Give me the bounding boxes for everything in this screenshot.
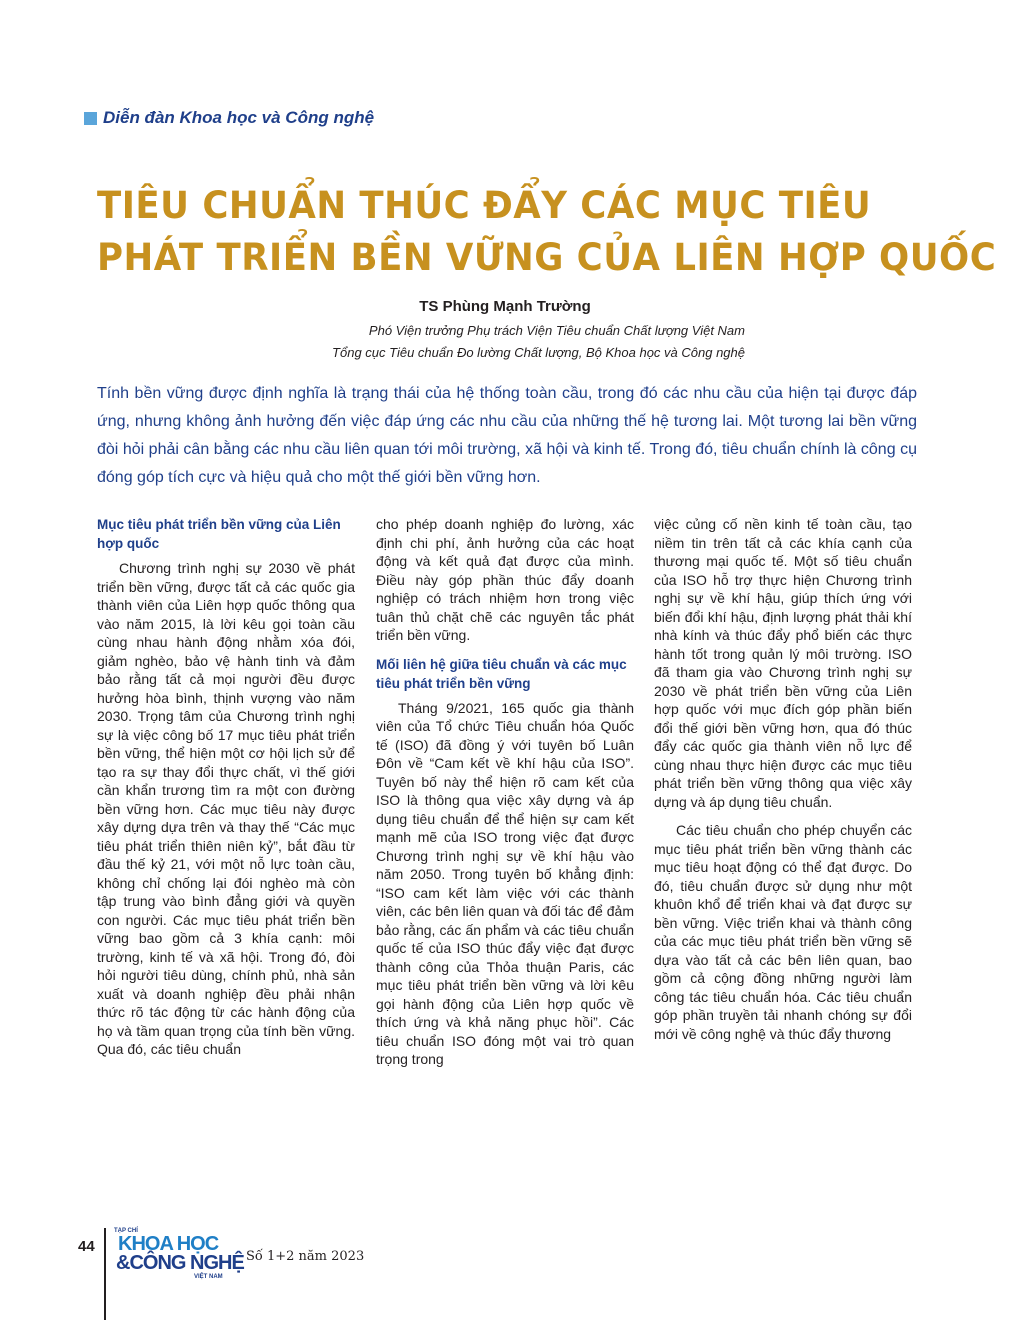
section-square-icon	[84, 112, 97, 125]
logo-line-1: KHOA HỌC	[118, 1233, 219, 1255]
footer-divider	[104, 1228, 106, 1320]
issue-label: Số 1+2 năm 2023	[246, 1249, 365, 1264]
section-tag	[84, 108, 374, 128]
logo-line-2: &CÔNG NGHỆ	[116, 1252, 244, 1274]
title-line-2: PHÁT TRIỂN BỀN VỮNG CỦA LIÊN HỢP QUỐC	[97, 236, 997, 279]
section-label: Diễn đàn Khoa học và Công nghệ	[103, 108, 375, 127]
column-1	[97, 515, 355, 1069]
body-paragraph: Chương trình nghị sự 2030 về phát triển bền vững, được tất cả các quốc gia thành viên của Liên hợp quốc thông qua vào năm 2015, là lời kêu gọi toàn cầu cùng nhau hành động nhằm xóa đói, giảm nghèo, bảo vệ hành tinh và đảm bảo rằng tất cả mọi người đều được hưởng hòa bình, thịnh vượng vào năm 2030. Trọng tâm của Chương trình nghị sự là việc công bố 17 mục tiêu phát triển bền vững, thể hiện một cơ hội lịch sử để tạo ra sự thay đổi thực chất, vì thế giới cần khẩn trương tìm ra một con đường bền vững hơn. Các mục tiêu này được xây dựng dựa trên và thay thế “Các mục tiêu phát triển thiên niên kỷ”, bắt đầu từ đầu thế kỷ 21, với một nỗ lực toàn cầu, không chỉ chống lại đói nghèo mà còn tập trung vào bình đẳng giới và quyền con người. Các mục tiêu phát triển bền vững bao gồm cả 3 khía cạnh: môi trường, kinh tế và xã hội. Trong đó, đòi hỏi người tiêu dùng, chính phủ, nhà sản xuất và doanh nghiệp đều phải nhận thức rõ tác động từ các hành động của họ và tầm quan trọng của tính bền vững. Qua đó, các tiêu chuẩn	[97, 560, 355, 1057]
affiliation-line-2: Tổng cục Tiêu chuẩn Đo lường Chất lượng, Bộ Khoa học và Công nghệ	[332, 345, 745, 360]
section-heading: Mục tiêu phát triển bền vững của Liên hợp quốc	[97, 517, 341, 551]
article-title	[97, 180, 997, 284]
body-paragraph-continuation: cho phép doanh nghiệp đo lường, xác định chi phí, ảnh hưởng của các hoạt động và kết quả đạt được của mình. Điều này góp phần thúc đẩy doanh nghiệp có trách nhiệm hơn trong việc tuân thủ chặt chẽ các nguyên tắc phát triển bền vững.	[376, 516, 634, 643]
author-affiliation	[332, 320, 745, 364]
title-line-1: TIÊU CHUẨN THÚC ĐẨY CÁC MỤC TIÊU	[97, 184, 872, 227]
body-paragraph: Các tiêu chuẩn cho phép chuyển các mục tiêu phát triển bền vững thành các mục tiêu hoạt động có thể đạt được. Do đó, tiêu chuẩn được sử dụng như một khuôn khổ để triển khai và đạt được sự bền vững. Việc triển khai và thành công của các mục tiêu phát triển bền vững sẽ dựa vào tất cả các bên liên quan, bao gồm cả cộng đồng những người làm công tác tiêu chuẩn hóa. Các tiêu chuẩn góp phần truyền tải nhanh chóng sự đổi mới về công nghệ và thúc đẩy thương	[654, 822, 912, 1042]
lead-paragraph: Tính bền vững được định nghĩa là trạng thái của hệ thống toàn cầu, trong đó các nhu cầu của hiện tại được đáp ứng, nhưng không ảnh hưởng đến việc đáp ứng các nhu cầu của những thế hệ tương lai. Một tương lai bền vững đòi hỏi phải cân bằng các nhu cầu liên quan tới môi trường, xã hội và kinh tế. Trong đó, tiêu chuẩn chính là công cụ đóng góp tích cực và hiệu quả cho một thế giới bền vững hơn.	[97, 385, 917, 486]
logo-kicker: TẠP CHÍ	[114, 1228, 138, 1234]
affiliation-line-1: Phó Viện trưởng Phụ trách Viện Tiêu chuẩn Chất lượng Việt Nam	[368, 323, 745, 338]
body-paragraph: Tháng 9/2021, 165 quốc gia thành viên của Tổ chức Tiêu chuẩn hóa Quốc tế (ISO) đã đồng ý với tuyên bố Luân Đôn về “Cam kết về khí hậu của ISO”. Tuyên bố này thể hiện rõ cam kết của ISO là thông qua việc xây dựng và áp dụng tiêu chuẩn để thể hiện sự cam kết mạnh mẽ của ISO trong việc đạt được Chương trình nghị sự về khí hậu vào năm 2050. Trong tuyên bố khẳng định: “ISO cam kết làm việc với các thành viên, các bên liên quan và đối tác để đảm bảo rằng, các ấn phẩm và các tiêu chuẩn quốc tế của ISO thúc đẩy việc đạt được thành công của Thỏa thuận Paris, các mục tiêu phát triển bền vững và lời kêu gọi hành động của Liên hợp quốc về thích ứng và khả năng phục hồi”. Các tiêu chuẩn ISO đóng một vai trò quan trọng trong	[376, 699, 634, 1067]
column-2	[376, 515, 634, 1079]
section-heading: Mối liên hệ giữa tiêu chuẩn và các mục tiêu phát triển bền vững	[376, 656, 627, 691]
author-name: TS Phùng Mạnh Trường	[419, 298, 591, 315]
body-paragraph-continuation: việc củng cố nền kinh tế toàn cầu, tạo niềm tin trên tất cả các khía cạnh của thương mại quốc tế. Một số tiêu chuẩn của ISO hỗ trợ thực hiện Chương trình nghị sự về khí hậu, giúp thích ứng với biến đổi khí hậu, định lượng phát thải khí nhà kính và thúc đẩy phổ biến các thực hành tốt trong quản lý môi trường. ISO đã tham gia vào Chương trình nghị sự 2030 về phát triển bền vững của Liên hợp quốc với mục đích góp phần biến đổi thế giới bền vững hơn, qua đó thúc đẩy các quốc gia thành viên nỗ lực để cùng nhau thực hiện được các mục tiêu phát triển bền vững thông qua việc xây dựng và áp dụng tiêu chuẩn.	[654, 516, 912, 810]
magazine-logo	[114, 1228, 244, 1282]
logo-line-3: VIỆT NAM	[194, 1274, 223, 1280]
column-3	[654, 515, 912, 1053]
page-number: 44	[78, 1238, 95, 1255]
